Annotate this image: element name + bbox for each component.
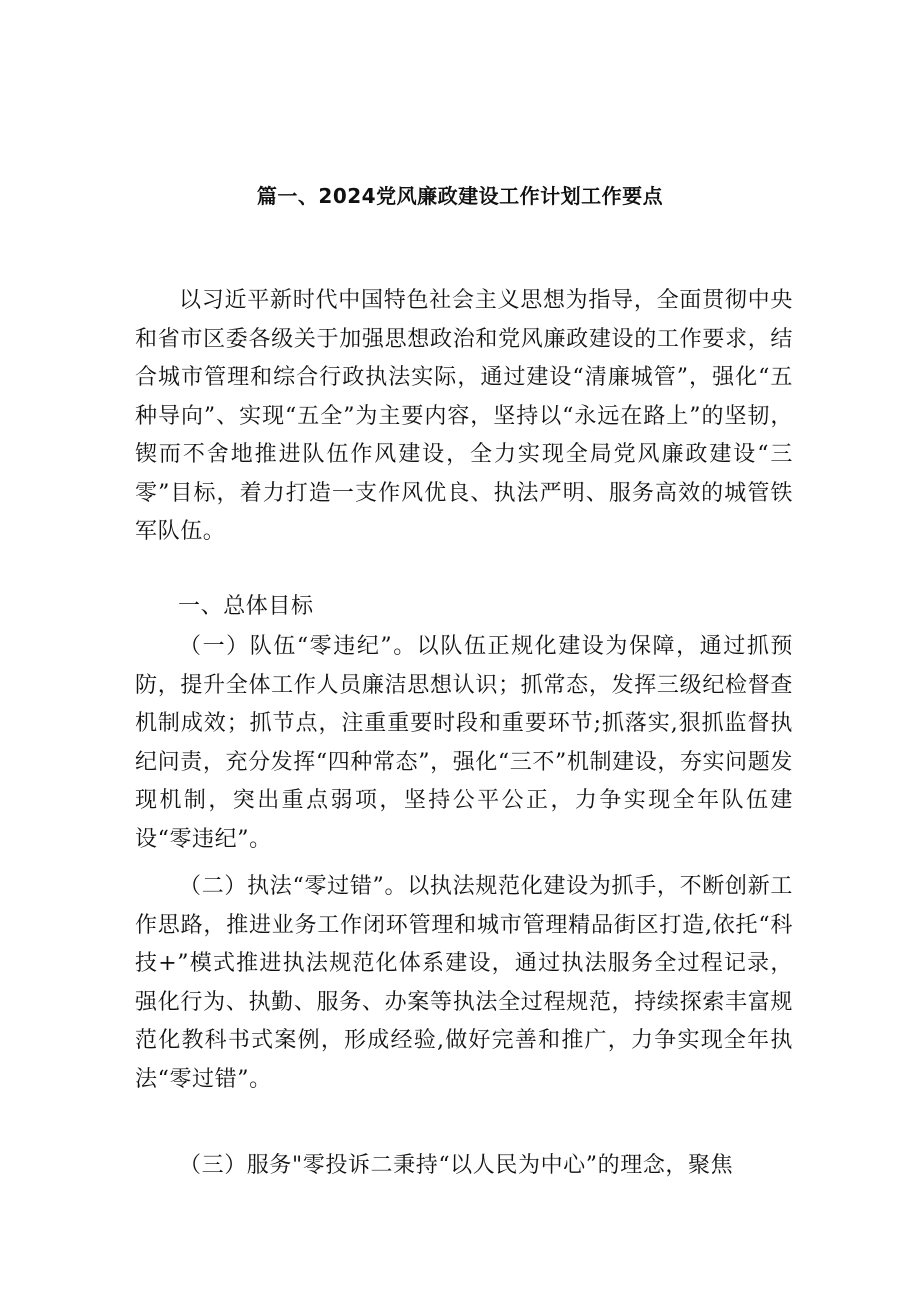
goal-item-2-text: （二）执法“零过错”。以执法规范化建设为抓手，不断创新工作思路，推进业务工作闭环管理和城市管理精品街区打造,依托“科技+”模式推进执法规范化体系建设，通过执法服务全过程记录，强化行为、执勤、服务、办案等执法全过程规范，持续探索丰富规范化教科书式案例，形成经验,做好完善和推广，力争实现全年执法“零过错”。 — [135, 874, 793, 1092]
goal-item-3 — [135, 1147, 793, 1186]
goal-item-3-text: （三）服务"零投诉二秉持“以人民为中心”的理念，聚焦 — [179, 1153, 734, 1178]
document-title: 篇一、2024党风廉政建设工作计划工作要点 — [256, 184, 664, 208]
intro-paragraph — [135, 282, 793, 552]
intro-text: 以习近平新时代中国特色社会主义思想为指导，全面贯彻中央和省市区委各级关于加强思想政治和党风廉政建设的工作要求，结合城市管理和综合行政执法实际，通过建设“清廉城管”，强化“五种导向”、实现“五全”为主要内容，坚持以“永远在路上”的坚韧，锲而不舍地推进队伍作风建设，全力实现全局党风廉政建设“三零”目标，着力打造一支作风优良、执法严明、服务高效的城管铁军队伍。 — [135, 288, 793, 544]
section-heading: 一、总体目标 — [178, 594, 314, 619]
goal-item-2 — [135, 868, 793, 1099]
goal-item-1 — [135, 628, 793, 859]
goal-item-1-text: （一）队伍“零违纪”。以队伍正规化建设为保障，通过抓预防，提升全体工作人员廉洁思想认识；抓常态，发挥三级纪检督查机制成效；抓节点，注重重要时段和重要环节;抓落实,狠抓监督执纪问责，充分发挥“四种常态”，强化“三不”机制建设，夯实问题发现机制，突出重点弱项，坚持公平公正，力争实现全年队伍建设“零违纪”。 — [135, 634, 793, 852]
